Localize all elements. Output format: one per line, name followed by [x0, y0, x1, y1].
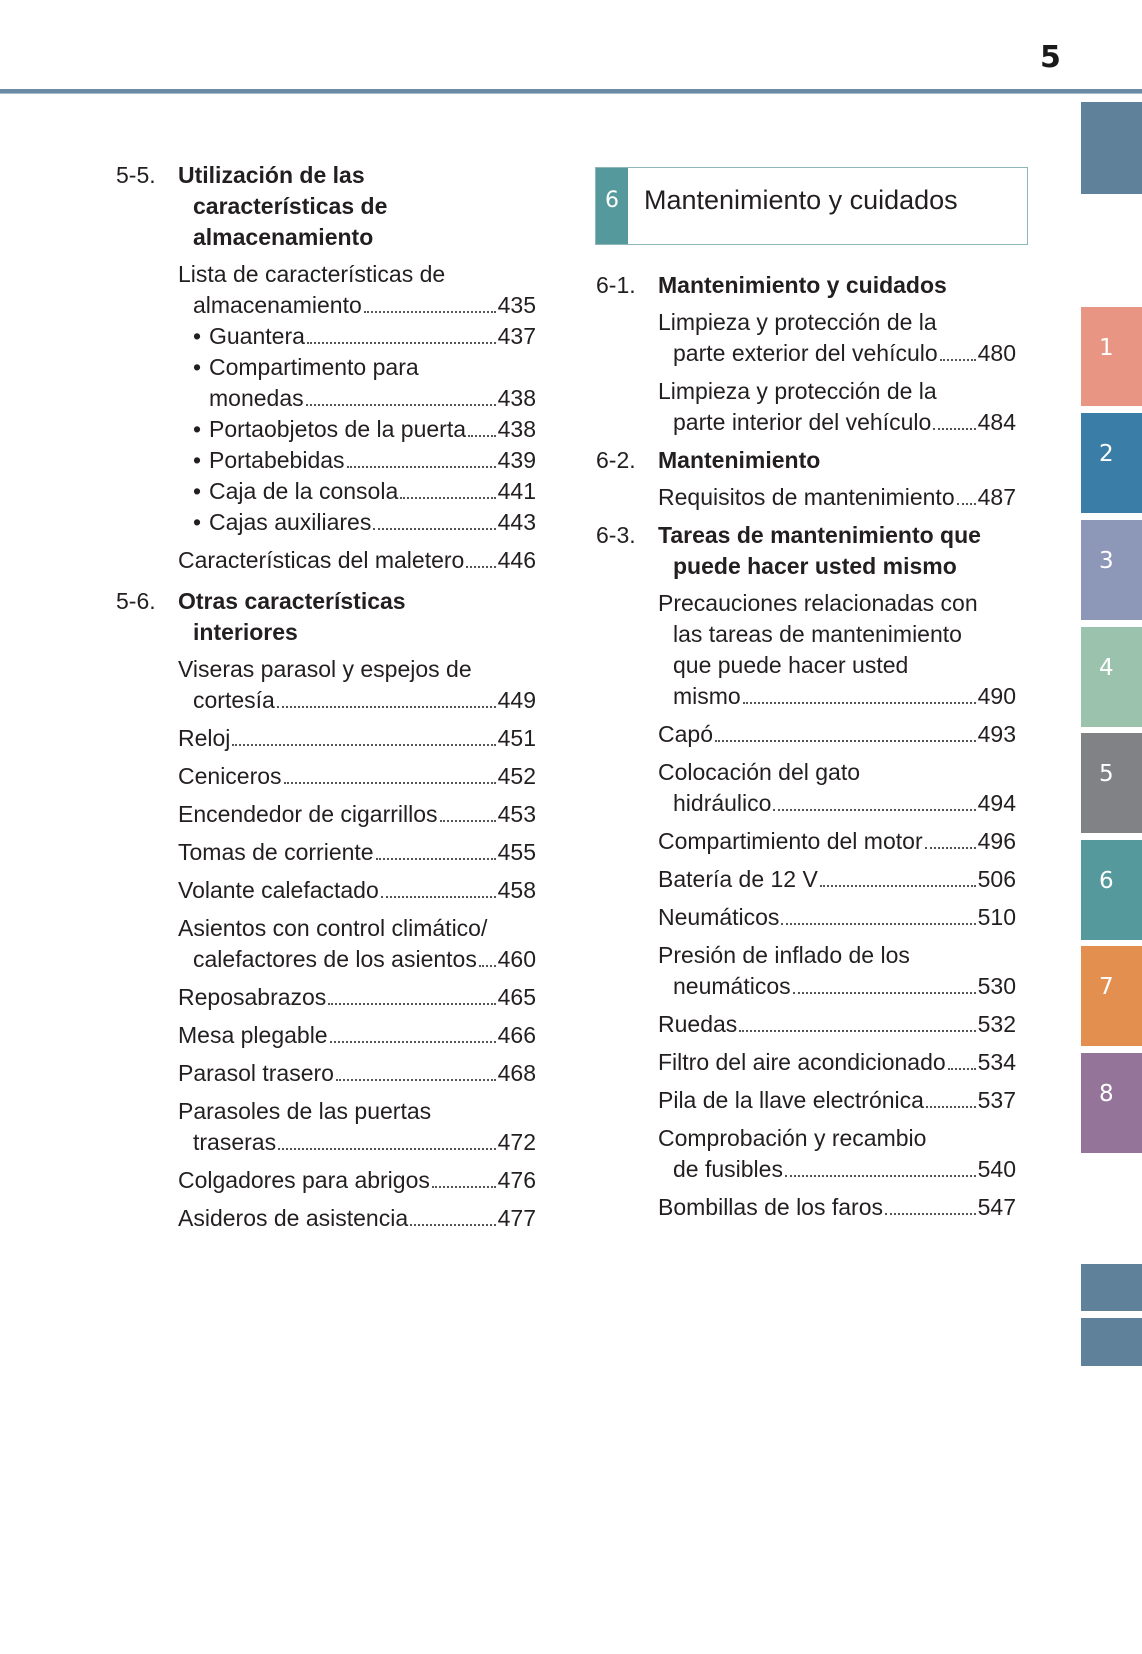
leader-dots	[773, 809, 975, 811]
page-ref: 468	[497, 1060, 536, 1086]
leader-dots	[284, 782, 496, 784]
toc-entry[interactable]: Presión de inflado de los neumáticos 530	[658, 940, 1016, 1002]
toc-entry[interactable]: Viseras parasol y espejos de cortesía 449	[178, 654, 536, 716]
toc-entry[interactable]: Limpieza y protección de la parte interior del vehículo 484	[658, 376, 1016, 438]
toc-entry[interactable]: Requisitos de mantenimiento 487	[658, 482, 1016, 513]
page-ref: 460	[497, 946, 536, 972]
section-6-1-heading: 6-1. Mantenimiento y cuidados	[596, 272, 947, 298]
chapter-tab-3[interactable]: 3	[1081, 520, 1142, 620]
toc-entry[interactable]: Volante calefactado 458	[178, 875, 536, 906]
leader-dots	[820, 885, 976, 887]
chapter-tab-blank[interactable]	[1081, 102, 1142, 194]
toc-entry[interactable]: Limpieza y protección de la parte exterior del vehículo 480	[658, 307, 1016, 369]
leader-dots	[328, 1003, 495, 1005]
bullet-icon: •	[193, 354, 202, 380]
section-number: 5-5.	[116, 162, 156, 188]
section-5-6-entries	[116, 654, 536, 1234]
page-ref: 484	[977, 409, 1016, 435]
section-5-5-heading: 5-5. Utilización de las características de almacenamiento	[116, 160, 536, 253]
leader-dots	[743, 702, 976, 704]
leader-dots	[432, 1186, 496, 1188]
section-6-2-entries	[596, 482, 1016, 513]
toc-entry[interactable]: Reloj 451	[178, 723, 536, 754]
leader-dots	[933, 428, 975, 430]
page-ref: 532	[977, 1011, 1016, 1037]
toc-entry[interactable]: Bombillas de los faros 547	[658, 1192, 1016, 1223]
page-ref: 453	[497, 801, 536, 827]
chapter-tab-8[interactable]: 8	[1081, 1053, 1142, 1153]
leader-dots	[739, 1030, 975, 1032]
toc-entry[interactable]: Ceniceros 452	[178, 761, 536, 792]
toc-subentry[interactable]: • Compartimento para monedas 438	[193, 354, 536, 411]
page-ref: 451	[497, 725, 536, 751]
page-ref: 537	[977, 1087, 1016, 1113]
page-ref: 493	[977, 721, 1016, 747]
chapter-header	[595, 167, 1028, 245]
bullet-icon: •	[193, 323, 202, 349]
leader-dots	[781, 923, 975, 925]
toc-entry[interactable]: Capó 493	[658, 719, 1016, 750]
toc-entry[interactable]: Precauciones relacionadas con las tareas de mantenimiento que puede hacer usted mismo 490	[658, 588, 1016, 712]
toc-subentry[interactable]: • Guantera 437	[193, 321, 536, 352]
page-ref: 435	[497, 292, 536, 318]
toc-subentry[interactable]: • Caja de la consola 441	[193, 476, 536, 507]
chapter-tab-5[interactable]: 5	[1081, 733, 1142, 833]
leader-dots	[440, 820, 496, 822]
section-6-2-heading: 6-2. Mantenimiento	[596, 447, 821, 473]
toc-entry[interactable]: Asientos con control climático/ calefactores de los asientos 460	[178, 913, 536, 975]
leader-dots	[376, 858, 496, 860]
page-ref: 476	[497, 1167, 536, 1193]
page-ref: 510	[977, 904, 1016, 930]
page-ref: 480	[977, 340, 1016, 366]
leader-dots	[940, 359, 976, 361]
page-ref: 449	[497, 687, 536, 713]
chapter-tab-7[interactable]: 7	[1081, 946, 1142, 1046]
section-5-6-heading: 5-6. Otras características interiores	[116, 588, 406, 645]
page-ref: 452	[497, 763, 536, 789]
toc-entry[interactable]: Batería de 12 V 506	[658, 864, 1016, 895]
page-ref: 487	[977, 484, 1016, 510]
toc-entry[interactable]: Lista de características de almacenamiento 435	[178, 259, 536, 321]
page-ref: 472	[497, 1129, 536, 1155]
bullet-icon: •	[193, 478, 202, 504]
leader-dots	[957, 503, 976, 505]
section-6-1-entries	[596, 307, 1016, 438]
chapter-tab-4[interactable]: 4	[1081, 627, 1142, 727]
section-6-3-entries	[596, 588, 1016, 1223]
page-ref: 540	[977, 1156, 1016, 1182]
page-ref: 547	[977, 1194, 1016, 1220]
leader-dots	[715, 740, 976, 742]
page-ref: 477	[497, 1205, 536, 1231]
leader-dots	[479, 965, 496, 967]
page-ref: 466	[497, 1022, 536, 1048]
leader-dots	[926, 1106, 976, 1108]
chapter-tab-1[interactable]: 1	[1081, 307, 1142, 406]
toc-entry[interactable]: Colocación del gato hidráulico 494	[658, 757, 1016, 819]
page-ref: 490	[977, 683, 1016, 709]
leader-dots	[410, 1224, 496, 1226]
header-rule	[0, 89, 1142, 94]
leader-dots	[232, 744, 495, 746]
page-ref: 506	[977, 866, 1016, 892]
bullet-icon: •	[193, 447, 202, 473]
leader-dots	[277, 706, 496, 708]
page-number: 5	[1040, 40, 1061, 75]
chapter-tab-2[interactable]: 2	[1081, 413, 1142, 513]
page-ref: 496	[977, 828, 1016, 854]
toc-subentry[interactable]: • Portabebidas 439	[193, 445, 536, 476]
toc-entry[interactable]: Parasol trasero 468	[178, 1058, 536, 1089]
toc-entry[interactable]: Ruedas 532	[658, 1009, 1016, 1040]
leader-dots	[948, 1068, 976, 1070]
toc-entry[interactable]: Neumáticos 510	[658, 902, 1016, 933]
page-ref: 534	[977, 1049, 1016, 1075]
page-ref: 455	[497, 839, 536, 865]
page-ref: 465	[497, 984, 536, 1010]
toc-subentry[interactable]: • Portaobjetos de la puerta 438	[193, 414, 536, 445]
chapter-title: Mantenimiento y cuidados	[644, 185, 958, 215]
toc-entry[interactable]: Filtro del aire acondicionado 534	[658, 1047, 1016, 1078]
chapter-tab-blank[interactable]	[1081, 1318, 1142, 1366]
toc-entry[interactable]: Comprobación y recambio de fusibles 540	[658, 1123, 1016, 1185]
leader-dots	[364, 311, 496, 313]
toc-right-column	[596, 270, 1016, 1230]
bullet-icon: •	[193, 509, 202, 535]
toc-left-column	[116, 160, 536, 1241]
leader-dots	[885, 1213, 976, 1215]
toc-entry[interactable]: Tomas de corriente 455	[178, 837, 536, 868]
toc-entry[interactable]: Pila de la llave electrónica 537	[658, 1085, 1016, 1116]
toc-entry[interactable]: Compartimiento del motor 496	[658, 826, 1016, 857]
bullet-icon: •	[193, 416, 202, 442]
section-title: Utilización de las	[178, 162, 365, 188]
toc-entry[interactable]: Características del maletero 446	[178, 547, 536, 573]
toc-entry[interactable]: Reposabrazos 465	[178, 982, 536, 1013]
chapter-tab-blank[interactable]	[1081, 1264, 1142, 1311]
toc-entry[interactable]: Parasoles de las puertas traseras 472	[178, 1096, 536, 1158]
toc-subentry[interactable]: • Cajas auxiliares 443	[193, 507, 536, 538]
leader-dots	[785, 1175, 976, 1177]
page-ref: 530	[977, 973, 1016, 999]
toc-entry[interactable]: Encendedor de cigarrillos 453	[178, 799, 536, 830]
leader-dots	[336, 1079, 496, 1081]
page-ref: 494	[977, 790, 1016, 816]
page-ref: 458	[497, 877, 536, 903]
toc-entry[interactable]: Colgadores para abrigos 476	[178, 1165, 536, 1196]
toc-entry[interactable]: Asideros de asistencia 477	[178, 1203, 536, 1234]
chapter-number: 6	[596, 168, 628, 244]
leader-dots	[381, 896, 496, 898]
leader-dots	[278, 1148, 496, 1150]
leader-dots	[925, 847, 976, 849]
toc-entry[interactable]: Mesa plegable 466	[178, 1020, 536, 1051]
chapter-tab-6[interactable]: 6	[1081, 840, 1142, 940]
section-6-3-heading: 6-3. Tareas de mantenimiento que puede hacer usted mismo	[596, 522, 981, 579]
leader-dots	[330, 1041, 496, 1043]
leader-dots	[793, 992, 976, 994]
